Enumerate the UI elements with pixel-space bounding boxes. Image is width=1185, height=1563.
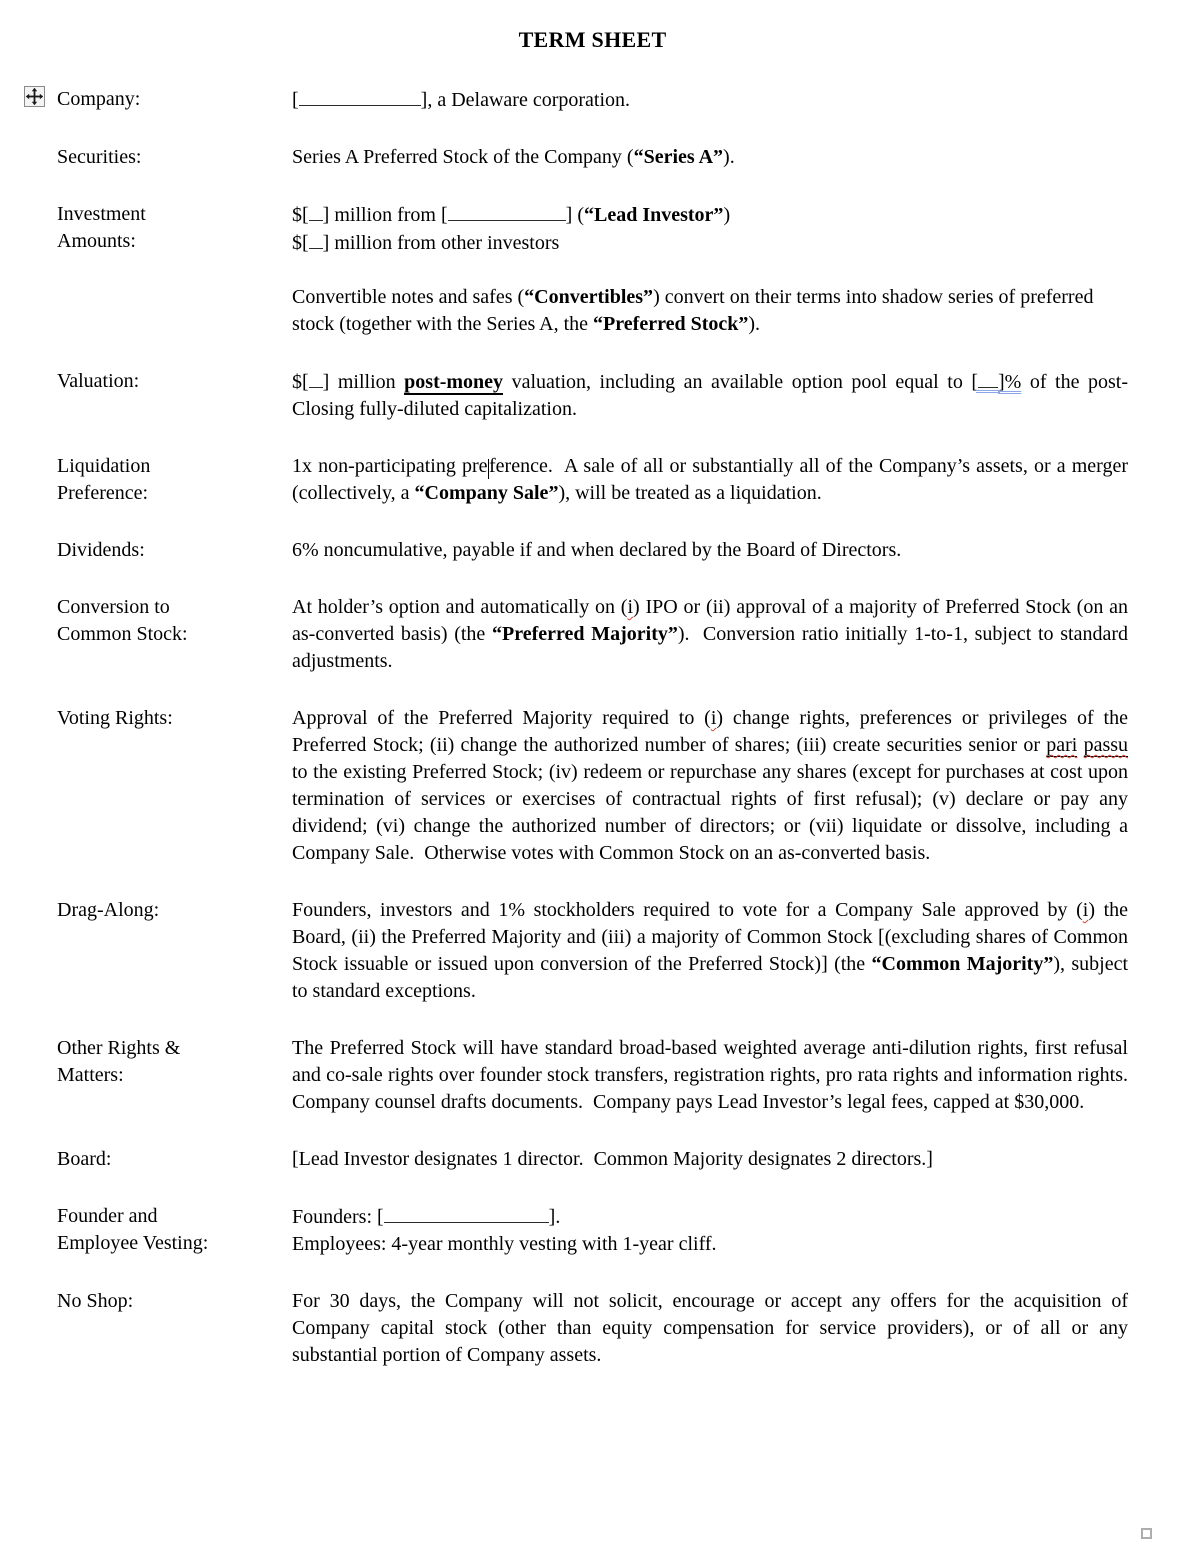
text-run: Approval of the Preferred Majority required to ( bbox=[292, 707, 711, 729]
term-content bbox=[292, 368, 1128, 423]
paragraph bbox=[292, 453, 1133, 507]
term-content bbox=[292, 594, 1133, 675]
paragraph bbox=[292, 1288, 1133, 1369]
term-sheet-table bbox=[57, 86, 1138, 1369]
paragraph bbox=[292, 86, 1128, 114]
fill-in-blank[interactable] bbox=[299, 86, 421, 106]
text-run: ). bbox=[723, 146, 735, 168]
term-label bbox=[57, 368, 292, 423]
term-label-line: Matters: bbox=[57, 1064, 124, 1086]
text-run: passu bbox=[1083, 734, 1129, 756]
term-content bbox=[292, 453, 1133, 507]
term-row-conversion-to bbox=[57, 594, 1133, 675]
text-run: Convertible notes and safes ( bbox=[292, 286, 525, 308]
term-row-investment bbox=[57, 201, 1128, 338]
text-run: i bbox=[1082, 899, 1089, 921]
text-run: “Lead Investor” bbox=[583, 204, 724, 226]
term-content bbox=[292, 1035, 1138, 1116]
text-run: Founders: [ bbox=[292, 1206, 384, 1228]
text-run: “Preferred Majority” bbox=[492, 623, 678, 645]
text-run: $[ bbox=[292, 204, 309, 226]
term-row-no-shop bbox=[57, 1288, 1133, 1369]
text-run: ], a Delaware corporation. bbox=[420, 89, 631, 111]
text-run: $[ bbox=[292, 232, 309, 254]
paragraph bbox=[292, 229, 1128, 257]
term-row-voting-rights bbox=[57, 705, 1134, 867]
text-run: to the existing Preferred Stock; (iv) redeem or repurchase any shares (except for purchases at cost upon termination of services or exercises of contractual rights of first refusal); (v) declare or pay any dividend; (vi) change the authorized number of directors; or (vii) liquidate or dissolve, including a Company Sale. Otherwise votes with Common Stock on an as-converted basis. bbox=[292, 734, 1134, 864]
term-label bbox=[57, 1203, 292, 1258]
term-label-line: Employee Vesting: bbox=[57, 1232, 209, 1254]
text-run: ), will be treated as a liquidation. bbox=[558, 482, 822, 504]
text-run: “Series A” bbox=[633, 146, 724, 168]
text-run: ) the Board, (ii) the Preferred Majority and (iii) a majority of Common Stock [(excluding shares of Common Stock issuable or issued upon conversion of the Preferred Stock)] (the bbox=[292, 899, 1134, 975]
fill-in-blank[interactable] bbox=[978, 368, 998, 388]
text-run: of the post-Closing fully-diluted capitalization. bbox=[292, 371, 1128, 420]
term-row-founder-and bbox=[57, 1203, 1128, 1258]
text-run: The Preferred Stock will have standard broad-based weighted average anti-dilution rights, first refusal and co-sale rights over founder stock transfers, registration rights, pro rata rights and information rights. Company counsel drafts documents. Company pays Lead Investor’s legal fees, capped at $30,000. bbox=[292, 1037, 1138, 1113]
term-label bbox=[57, 144, 292, 171]
text-run: 6% noncumulative, payable if and when declared by the Board of Directors. bbox=[292, 539, 902, 561]
fill-in-blank[interactable] bbox=[309, 368, 323, 388]
term-label-line: Founder and bbox=[57, 1205, 158, 1227]
paragraph bbox=[292, 284, 1128, 338]
term-label-line: Valuation: bbox=[57, 370, 140, 392]
text-run: ). Conversion ratio initially 1-to-1, subject to standard adjustments. bbox=[292, 623, 1133, 672]
text-run: ), subject to standard exceptions. bbox=[292, 953, 1133, 1002]
text-run: ] million from other investors bbox=[322, 232, 560, 254]
text-run: “Preferred Stock” bbox=[593, 313, 749, 335]
text-run: 1x non-participating pre bbox=[292, 455, 488, 477]
paragraph bbox=[292, 1146, 1128, 1173]
text-run: ference. A sale of all or substantially all of the Company’s assets, or a merger (collectively, a bbox=[292, 455, 1133, 504]
fill-in-blank[interactable] bbox=[384, 1203, 549, 1223]
term-label-line: No Shop: bbox=[57, 1290, 134, 1312]
fill-in-blank[interactable] bbox=[309, 229, 323, 249]
term-label-line: Common Stock: bbox=[57, 623, 188, 645]
term-row-dividends bbox=[57, 537, 1128, 564]
term-label-line: Company: bbox=[57, 88, 141, 110]
term-label bbox=[57, 1035, 292, 1116]
term-row-drag-along bbox=[57, 897, 1134, 1005]
term-label bbox=[57, 453, 292, 507]
paragraph bbox=[292, 594, 1133, 675]
term-content bbox=[292, 1288, 1133, 1369]
term-label-line: Amounts: bbox=[57, 230, 136, 252]
term-row-board bbox=[57, 1146, 1128, 1173]
term-row-company bbox=[57, 86, 1128, 114]
text-run: Founders, investors and 1% stockholders required to vote for a Company Sale approved by ( bbox=[292, 899, 1083, 921]
term-label bbox=[57, 1146, 292, 1173]
term-label-line: Other Rights & bbox=[57, 1037, 181, 1059]
text-run: ]% bbox=[998, 371, 1022, 393]
term-label-line: Voting Rights: bbox=[57, 707, 173, 729]
text-run: [Lead Investor designates 1 director. Common Majority designates 2 directors.] bbox=[292, 1148, 933, 1170]
fill-in-blank[interactable] bbox=[309, 201, 323, 221]
text-run: $[ bbox=[292, 371, 309, 393]
text-run: “Convertibles” bbox=[524, 286, 654, 308]
paragraph bbox=[292, 1035, 1138, 1116]
term-label-line: Preference: bbox=[57, 482, 149, 504]
text-run: ] million from [ bbox=[322, 204, 448, 226]
document-page bbox=[0, 27, 1185, 1563]
text-run: i bbox=[710, 707, 717, 729]
term-row-valuation bbox=[57, 368, 1128, 423]
term-content bbox=[292, 1203, 1128, 1258]
text-run: ] million bbox=[322, 371, 405, 393]
term-row-securities bbox=[57, 144, 1128, 171]
term-label-line: Conversion to bbox=[57, 596, 170, 618]
paragraph bbox=[292, 1203, 1128, 1231]
text-run: ) IPO or (ii) approval of a majority of Preferred Stock (on an as-converted basis) (the bbox=[292, 596, 1133, 645]
term-content bbox=[292, 897, 1134, 1005]
term-label-line: Investment bbox=[57, 203, 146, 225]
text-run: At holder’s option and automatically on ( bbox=[292, 596, 628, 618]
paragraph bbox=[292, 144, 1128, 171]
text-run bbox=[1077, 734, 1083, 756]
paragraph bbox=[292, 537, 1128, 564]
term-label-line: Dividends: bbox=[57, 539, 145, 561]
term-label-line: Liquidation bbox=[57, 455, 151, 477]
paragraph bbox=[292, 201, 1128, 229]
term-content bbox=[292, 86, 1128, 114]
term-label-line: Drag-Along: bbox=[57, 899, 160, 921]
fill-in-blank[interactable] bbox=[448, 201, 566, 221]
text-run: post-money bbox=[404, 371, 504, 393]
document-title: TERM SHEET bbox=[518, 27, 667, 52]
text-run: Series A Preferred Stock of the Company ( bbox=[292, 146, 634, 168]
term-content bbox=[292, 1146, 1128, 1173]
text-run: For 30 days, the Company will not solicit, encourage or accept any offers for the acquisition of Company capital stock (other than equity compensation for service providers), or of all or any substantial portion of Company assets. bbox=[292, 1290, 1133, 1366]
text-run: ]. bbox=[548, 1206, 561, 1228]
text-run: ) change rights, preferences or privileges of the Preferred Stock; (ii) change the authorized number of shares; (iii) create securities senior or bbox=[292, 707, 1133, 756]
paragraph bbox=[292, 897, 1134, 1005]
term-label bbox=[57, 86, 292, 114]
paragraph bbox=[292, 705, 1134, 867]
text-run: pari bbox=[1046, 734, 1078, 756]
term-label bbox=[57, 1288, 292, 1369]
paragraph bbox=[292, 368, 1128, 423]
term-label bbox=[57, 594, 292, 675]
text-run: Employees: 4-year monthly vesting with 1-year cliff. bbox=[292, 1233, 717, 1255]
term-label bbox=[57, 897, 292, 1005]
text-run: valuation, including an available option pool equal to [ bbox=[503, 371, 978, 393]
term-content bbox=[292, 144, 1128, 171]
paragraph bbox=[292, 1231, 1128, 1258]
term-label bbox=[57, 201, 292, 338]
term-label-line: Securities: bbox=[57, 146, 142, 168]
table-move-handle-icon[interactable] bbox=[24, 86, 45, 107]
term-label-line: Board: bbox=[57, 1148, 112, 1170]
term-content bbox=[292, 537, 1128, 564]
text-run: “Common Majority” bbox=[871, 953, 1054, 975]
term-row-other-rights bbox=[57, 1035, 1138, 1116]
text-run: i bbox=[627, 596, 634, 618]
text-run: ). bbox=[748, 313, 761, 335]
term-label bbox=[57, 537, 292, 564]
term-content bbox=[292, 201, 1128, 338]
text-run: ) convert on their terms into shadow series of preferred stock (together with the Series A, the bbox=[292, 286, 1099, 335]
term-row-liquidation bbox=[57, 453, 1133, 507]
text-run: [ bbox=[292, 89, 299, 111]
text-run: ] ( bbox=[565, 204, 584, 226]
term-label bbox=[57, 705, 292, 867]
table-resize-handle-icon[interactable] bbox=[1141, 1528, 1152, 1539]
term-content bbox=[292, 705, 1134, 867]
text-run: ) bbox=[723, 204, 731, 226]
text-run: “Company Sale” bbox=[414, 482, 559, 504]
